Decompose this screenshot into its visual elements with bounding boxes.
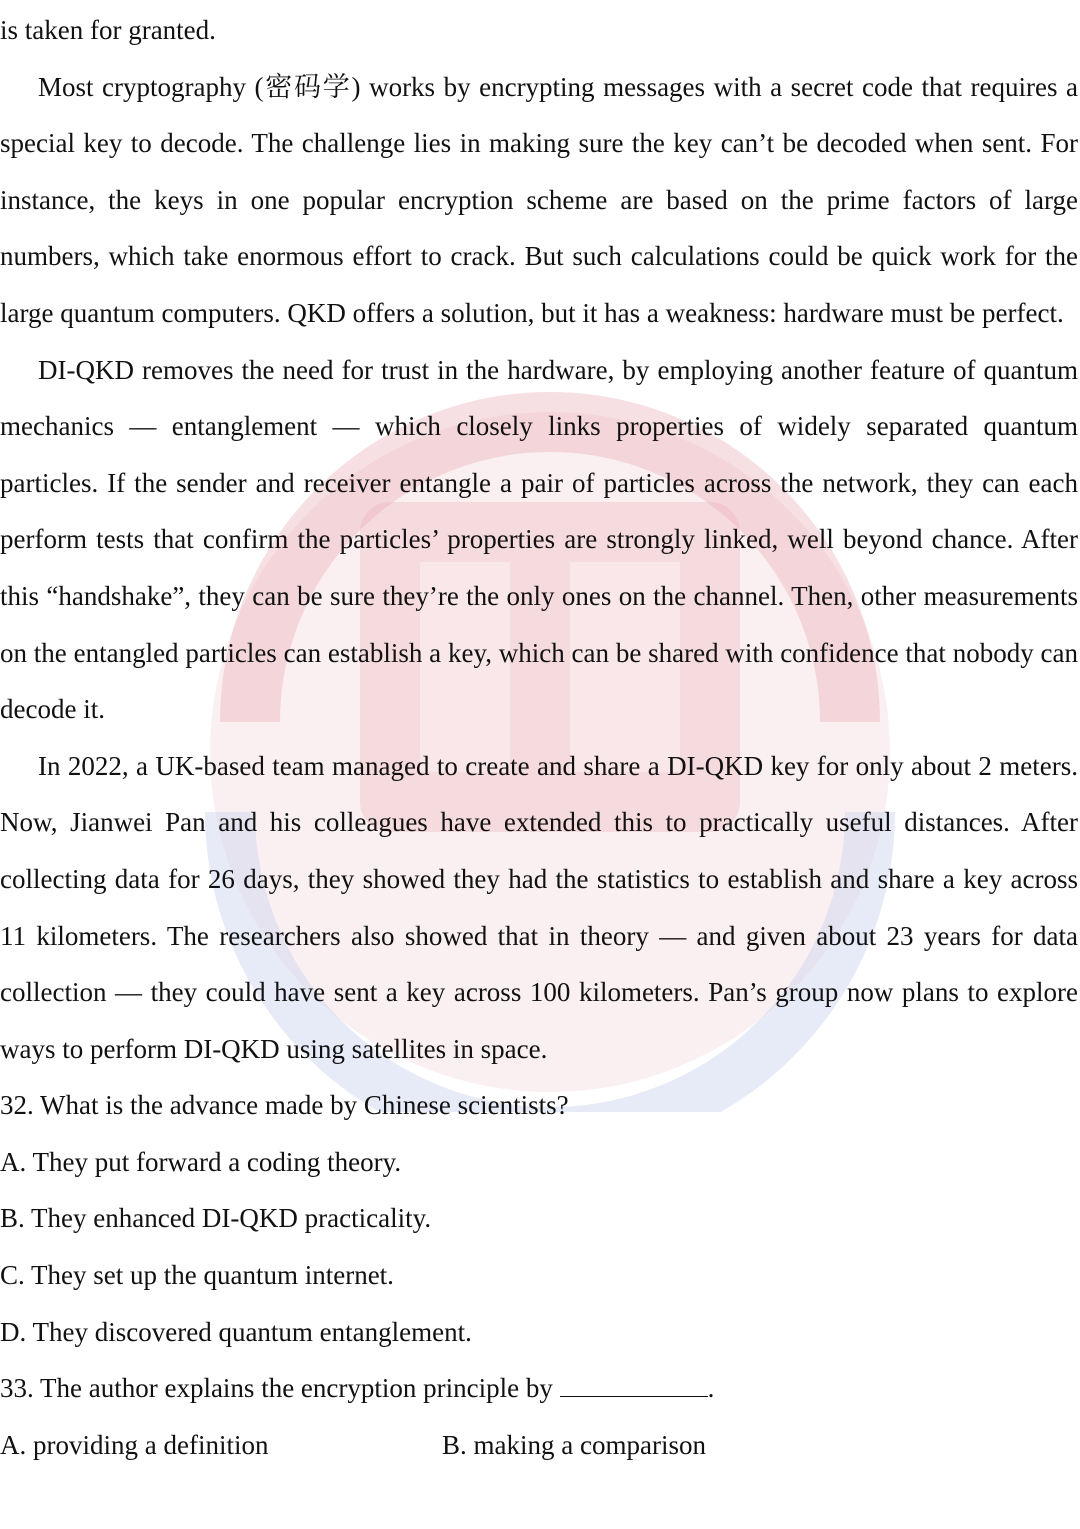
- question-32-option-a[interactable]: A. They put forward a coding theory.: [0, 1146, 402, 1177]
- question-33-stem-text: 33. The author explains the encryption principle by: [0, 1373, 560, 1404]
- document-page: [0, 2, 1080, 1473]
- question-32: [0, 1077, 1078, 1360]
- answer-blank[interactable]: [560, 1374, 708, 1397]
- question-32-option-d[interactable]: D. They discovered quantum entanglement.: [0, 1316, 472, 1347]
- passage-paragraph-pan-team: In 2022, a UK-based team managed to create and share a DI-QKD key for only about 2 meters. Now, Jianwei Pan and his colleagues have extended this to practically useful distances. After collecting data for 26 days, they showed they had the statistics to establish and share a key across 11 kilometers. The researchers also showed that in theory — and given about 23 years for data collection — they could have sent a key across 100 kilometers. Pan’s group now plans to explore ways to perform DI-QKD using satellites in space.: [0, 750, 1078, 1064]
- question-32-option-b[interactable]: B. They enhanced DI-QKD practicality.: [0, 1203, 432, 1234]
- question-33-option-b[interactable]: B. making a comparison: [442, 1429, 706, 1460]
- question-32-option-c[interactable]: C. They set up the quantum internet.: [0, 1260, 394, 1291]
- question-33-options-row: [0, 1417, 1078, 1474]
- question-33-stem-end: .: [707, 1373, 715, 1404]
- question-33: [0, 1360, 1078, 1473]
- question-32-stem: 32. What is the advance made by Chinese scientists?: [0, 1090, 569, 1121]
- passage-fragment: is taken for granted.: [0, 15, 216, 45]
- question-33-option-a[interactable]: A. providing a definition: [0, 1429, 269, 1460]
- question-33-stem: [0, 1360, 1078, 1417]
- passage-paragraph-cryptography: Most cryptography (密码学) works by encrypting messages with a secret code that requires a special key to decode. The challenge lies in making sure the key can’t be decoded when sent. For instance, the keys in one popular encryption scheme are based on the prime factors of large numbers, which take enormous effort to crack. But such calculations could be quick work for the large quantum computers. QKD offers a solution, but it has a weakness: hardware must be perfect.: [0, 71, 1078, 328]
- passage-paragraph-diqkd: DI-QKD removes the need for trust in the hardware, by employing another feature of quantum mechanics — entanglement — which closely links properties of widely separated quantum particles. If the sender and receiver entangle a pair of particles across the network, they can each perform tests that confirm the particles’ properties are strongly linked, well beyond chance. After this “handshake”, they can be sure they’re the only ones on the channel. Then, other measurements on the entangled particles can establish a key, which can be shared with confidence that nobody can decode it.: [0, 354, 1078, 725]
